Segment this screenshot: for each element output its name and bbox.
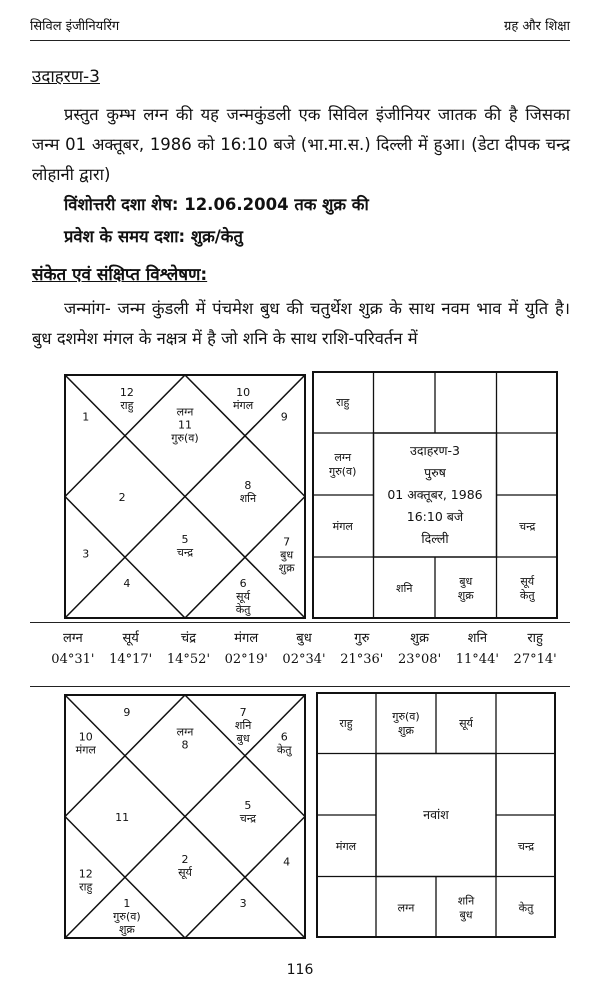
planet-label: केतु	[276, 743, 292, 757]
planet-label: बुध	[236, 731, 250, 745]
house-number: 4	[123, 576, 131, 590]
planet-degree-cell	[506, 628, 564, 667]
navamsa-chart-north-indian	[64, 694, 306, 939]
planet-degree: 27°14'	[513, 652, 557, 667]
planet-degree-cell	[217, 628, 275, 667]
planet-degree: 04°31'	[51, 652, 95, 667]
house-number: लग्न	[176, 405, 194, 419]
planet-label: बुध	[459, 908, 473, 922]
analysis-heading: संकेत एवं संक्षिप्त विश्लेषण:	[32, 265, 208, 285]
planet-label: केतु	[519, 589, 535, 602]
header-rule	[30, 40, 570, 41]
planet-label: 8	[181, 738, 189, 752]
planet-label: चन्द्र	[176, 545, 194, 559]
house-number: 1	[123, 896, 131, 910]
planet-label: सूर्य	[459, 716, 473, 730]
house-number: 7	[283, 535, 291, 549]
house-number: 12	[119, 385, 134, 399]
planet-degree-cell	[160, 628, 218, 667]
planet-label: शुक्र	[398, 723, 414, 737]
planet-degree: 11°44'	[455, 652, 499, 667]
birth-chart-grid	[312, 371, 558, 619]
planet-label: राहु	[339, 716, 353, 730]
house-number: 2	[118, 491, 126, 505]
page-number: 116	[286, 962, 314, 978]
planet-label: मंगल	[232, 398, 254, 412]
planet-label: शुक्र	[118, 922, 135, 936]
house-number: 9	[123, 705, 131, 719]
planet-degree-cell	[448, 628, 506, 667]
analysis-paragraph: जन्मांग- जन्म कुंडली में पंचमेश बुध की चतुर्थेश शुक्र के साथ नवम भाव में युति है। बुध दशमेश मंगल के नक्षत्र में है जो शनि के साथ राशि-परिवर्तन में	[32, 299, 570, 348]
house-number: 3	[82, 547, 90, 561]
planet-label: केतु	[518, 901, 534, 915]
planet-label: लग्न	[334, 451, 352, 464]
house-number: 3	[239, 896, 247, 910]
planet-name: बुध	[296, 631, 312, 646]
planet-name: मंगल	[234, 631, 259, 646]
planet-name: राहु	[527, 631, 543, 646]
planet-label: राहु	[120, 398, 134, 412]
house-number: 9	[280, 410, 288, 424]
planet-label: शनि	[234, 718, 252, 732]
house-number: 4	[283, 855, 291, 869]
planet-degree: 14°52'	[166, 652, 211, 667]
planet-label: बुध	[459, 575, 473, 588]
planet-label: बुध	[280, 548, 294, 562]
house-number: 10	[78, 730, 93, 744]
navamsa-chart-grid	[316, 692, 556, 938]
planet-degree: 14°17'	[109, 652, 153, 667]
planet-label: सूर्य	[178, 865, 192, 879]
planet-label: शुक्र	[457, 589, 474, 602]
planet-label: गुरु(व)	[171, 431, 199, 445]
planet-degree-cell	[333, 628, 391, 667]
chart-centre-label: पुरुष	[424, 465, 446, 480]
house-number: 6	[239, 576, 247, 590]
planet-name: गुरु	[354, 631, 370, 646]
planet-degrees-row	[44, 628, 564, 667]
planet-label: मंगल	[335, 839, 357, 853]
intro-paragraph: प्रस्तुत कुम्भ लग्न की यह जन्मकुंडली एक सिविल इंजीनियर जातक की है जिसका जन्म 01 अक्तूबर, 1986 को 16:10 बजे (भा.मा.स.) दिल्ली में हुआ। (डेटा दीपक चन्द्र लोहानी द्वारा)	[32, 105, 570, 184]
planet-label: शनि	[457, 894, 475, 908]
planet-degree-cell	[391, 628, 449, 667]
planet-label: चन्द्र	[519, 520, 536, 533]
house-number: 6	[280, 730, 288, 744]
planet-degree: 02°34'	[282, 652, 326, 667]
planet-label: मंगल	[332, 520, 353, 533]
planet-label: केतु	[235, 602, 251, 616]
house-number: 10	[236, 385, 251, 399]
planet-name: शुक्र	[410, 631, 429, 646]
chart-centre-label: दिल्ली	[421, 531, 449, 546]
planet-degree: 21°36'	[340, 652, 384, 667]
degrees-top-rule	[30, 622, 570, 623]
house-number: 7	[239, 705, 247, 719]
planet-label: सूर्य	[520, 575, 535, 588]
planet-label: शुक्र	[278, 561, 295, 575]
house-number: 5	[181, 532, 189, 546]
chart-centre-label: नवांश	[423, 807, 449, 822]
planet-degree-cell	[102, 628, 160, 667]
dasha-balance-line: विंशोत्तरी दशा शेष: 12.06.2004 तक शुक्र की	[64, 195, 369, 214]
planet-degree: 23°08'	[397, 652, 442, 667]
dasha-entry-line: प्रवेश के समय दशा: शुक्र/केतु	[64, 227, 243, 246]
chart-centre-label: 01 अक्तूबर, 1986	[387, 487, 483, 502]
planet-name: चंद्र	[180, 631, 197, 646]
house-number: 12	[78, 867, 93, 881]
house-number: 1	[82, 410, 90, 424]
birth-chart-north-indian	[64, 374, 306, 619]
planet-name: लग्न	[63, 631, 83, 646]
house-number: लग्न	[176, 725, 194, 739]
planet-label: चन्द्र	[239, 811, 257, 825]
planet-label: राहु	[336, 396, 350, 409]
planet-degree-cell	[44, 628, 102, 667]
planet-label: शनि	[396, 582, 413, 595]
planet-label: लग्न	[397, 901, 415, 915]
running-header-left: सिविल इंजीनियरिंग	[30, 19, 120, 34]
planet-label: राहु	[79, 880, 93, 894]
planet-name: सूर्य	[122, 631, 139, 646]
planet-degree-cell	[275, 628, 333, 667]
planet-label: 11	[178, 418, 192, 432]
running-header-right: ग्रह और शिक्षा	[503, 19, 570, 34]
house-number: 5	[244, 798, 252, 812]
chart-centre-label: उदाहरण-3	[410, 443, 460, 458]
planet-degree: 02°19'	[224, 652, 268, 667]
planet-name: शनि	[467, 631, 488, 646]
house-number: 2	[181, 852, 189, 866]
planet-label: गुरु(व)	[329, 465, 357, 478]
planet-label: चन्द्र	[517, 839, 535, 853]
planet-label: शनि	[239, 491, 257, 505]
house-number: 11	[115, 811, 130, 825]
planet-label: गुरु(व)	[113, 909, 141, 923]
planet-label: मंगल	[75, 743, 96, 757]
planet-label: गुरु(व)	[392, 709, 420, 723]
chart-centre-label: 16:10 बजे	[406, 509, 464, 524]
planet-label: सूर्य	[236, 589, 250, 603]
degrees-bottom-rule	[30, 686, 570, 687]
house-number: 8	[244, 478, 252, 492]
example-heading: उदाहरण-3	[32, 67, 100, 87]
